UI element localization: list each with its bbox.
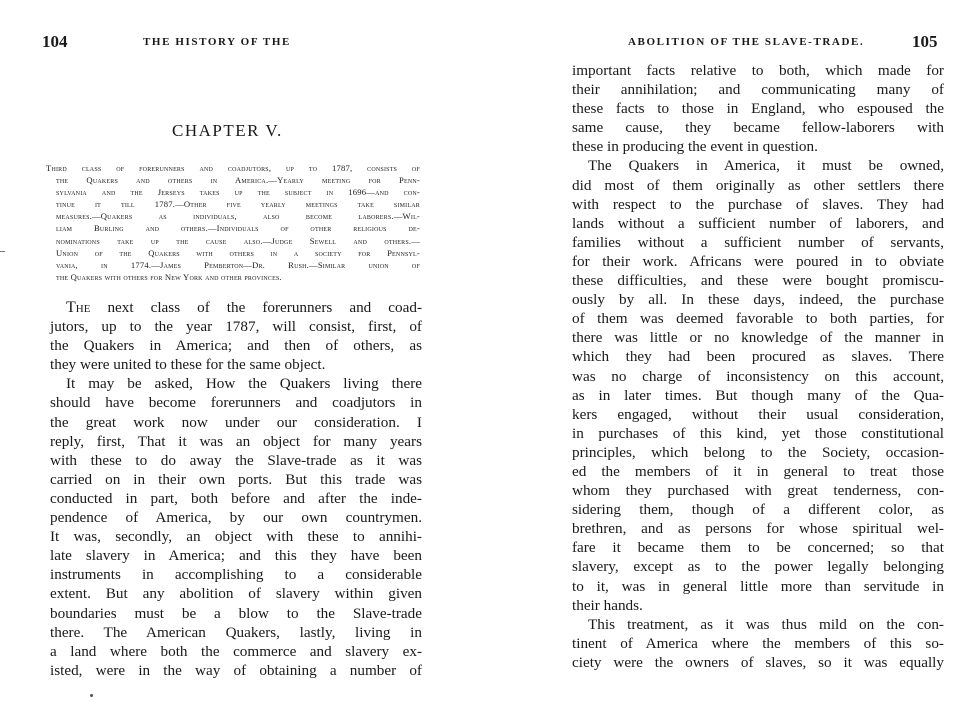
margin-tick [0, 251, 5, 252]
paragraph-line: which they had been procured as slaves. There [572, 348, 944, 366]
body-text [572, 61, 944, 672]
paragraph-line: ed the members of it in general to treat those [572, 462, 944, 480]
paragraph-line: to it, was in general little more than servitude in [572, 577, 944, 595]
paragraph-line: carried on in their own ports. But this trade was [50, 470, 422, 488]
running-head: ABOLITION OF THE SLAVE-TRADE. [628, 36, 865, 48]
paragraph-line: did most of them originally as other settlers there [572, 176, 944, 194]
paragraph-line: The Quakers in America, it must be owned, [588, 157, 944, 175]
paragraph-line: there. The American Quakers, lastly, living in [50, 623, 422, 641]
paragraph-line: there was little or no knowledge of the manner in [572, 329, 944, 347]
ink-speck [90, 694, 93, 697]
paragraph-line: their hands. [572, 596, 643, 614]
paragraph-line: in purchases of this kind, yet those constitutional [572, 424, 944, 442]
paragraph-line: This treatment, as it was thus mild on the con- [588, 615, 944, 633]
paragraph-line: a land where both the commerce and slavery ex- [50, 642, 422, 660]
paragraph-line: It was, secondly, an object with these to annihi- [50, 528, 422, 546]
paragraph-line: late slavery in America; and this they have been [50, 547, 422, 565]
paragraph-line: reply, first, That it was an object for many years [50, 432, 422, 450]
paragraph-line: these difficulties, and these were bought promiscu- [572, 272, 944, 290]
paragraph-line: extent. But any abolition of slavery within given [50, 585, 422, 603]
paragraph-line: pendence of America, by our own countrymen. [50, 509, 422, 527]
synopsis-line: sylvania and the Jerseys takes up the subject in 1696—and con- [56, 187, 420, 198]
paragraph-line: the Quakers in America; and then of others, as [50, 337, 422, 355]
paragraph-line: boundaries must be a blow to the Slave-trade [50, 604, 422, 622]
paragraph-line: principles, which belong to the Society, occasion- [572, 443, 944, 461]
paragraph-line: conducted in part, both before and after the inde- [50, 489, 422, 507]
paragraph-line: should have become forerunners and coadjutors in [50, 394, 422, 412]
synopsis-line: liam Burling and others.—Individuals of other religious de- [56, 223, 420, 234]
paragraph-line: lands without a sufficient number of laborers, and [572, 214, 944, 232]
synopsis-line: vania, in 1774.—James Pemberton—Dr. Rush.—Similar union of [56, 259, 420, 270]
paragraph-line: they were united to these for the same object. [50, 356, 326, 374]
paragraph-lead-word: The [66, 299, 91, 316]
page-number: 104 [42, 32, 68, 51]
paragraph-line: with these to do away the Slave-trade as it was [50, 451, 422, 469]
running-head: THE HISTORY OF THE [143, 36, 291, 48]
synopsis-line: tinue it till 1787.—Other five yearly meetings take similar [56, 199, 420, 210]
paragraph-line: It may be asked, How the Quakers living there [66, 375, 422, 393]
page-number: 105 [912, 32, 938, 51]
paragraph-line: isted, were in the way of obtaining a number of [50, 661, 422, 679]
synopsis-line: Union of the Quakers with others in a society for Pennsyl- [56, 247, 420, 258]
paragraph-line: fare it became them to be concerned; so that [572, 539, 944, 557]
paragraph-line: brethren, and as persons for whose spiritual wel- [572, 520, 944, 538]
paragraph-line: slavery, except as to the power legally belonging [572, 558, 944, 576]
right-page [520, 0, 980, 714]
paragraph-line [50, 298, 422, 317]
chapter-synopsis [46, 162, 420, 283]
synopsis-line: the Quakers and others in America.—Yearly meeting for Penn- [56, 175, 420, 186]
paragraph-line: these facts to those in England, who espoused the [572, 100, 944, 118]
paragraph-line: for their work. Africans were poured in to obviate [572, 252, 944, 270]
paragraph-line: kers engaged, without their usual consideration, [572, 405, 944, 423]
paragraph-line: their annihilation; and communicating many of [572, 81, 944, 99]
synopsis-line: measures.—Quakers as individuals, also become laborers.—Wil- [56, 211, 420, 222]
paragraph-line: important facts relative to both, which made for [572, 62, 944, 79]
paragraph-line: was no charge of inconsistency on this account, [572, 367, 944, 385]
body-text [50, 298, 422, 680]
paragraph-line: the great work now under our consideration. I [50, 413, 422, 431]
paragraph-line: same cause, they became fellow-laborers with [572, 119, 944, 137]
paragraph-line: these in producing the event in question. [572, 138, 818, 156]
paragraph-line: sidering them, though of a different color, as [572, 501, 944, 519]
synopsis-line: the Quakers with others for New York and other provinces. [56, 271, 282, 282]
paragraph-line-text: next class of the forerunners and coad- [90, 299, 422, 316]
left-page [0, 0, 470, 714]
paragraph-line: jutors, up to the year 1787, will consist, first, of [50, 318, 422, 336]
synopsis-line: nominations take up the cause also.—Judge Sewell and others.— [56, 235, 420, 246]
paragraph-line: ously by all. In these days, indeed, the purchase [572, 291, 944, 309]
paragraph-line: of them was deemed favorable to both parties, for [572, 310, 944, 328]
paragraph-line: ciety were the owners of slaves, so it was equally [572, 653, 944, 671]
paragraph-line: as in later times. But though many of the Qua- [572, 386, 944, 404]
paragraph-line: families without a sufficient number of servants, [572, 233, 944, 251]
paragraph-line: instruments in accomplishing to a considerable [50, 566, 422, 584]
synopsis-line: Third class of forerunners and coadjutors, up to 1787, consists of [46, 163, 420, 173]
paragraph-line: whom they purchased with great tenderness, con- [572, 482, 944, 500]
chapter-title: CHAPTER V. [172, 121, 283, 140]
paragraph-line: with respect to the purchase of slaves. They had [572, 195, 944, 213]
paragraph-line: tinent of America where the members of this so- [572, 634, 944, 652]
